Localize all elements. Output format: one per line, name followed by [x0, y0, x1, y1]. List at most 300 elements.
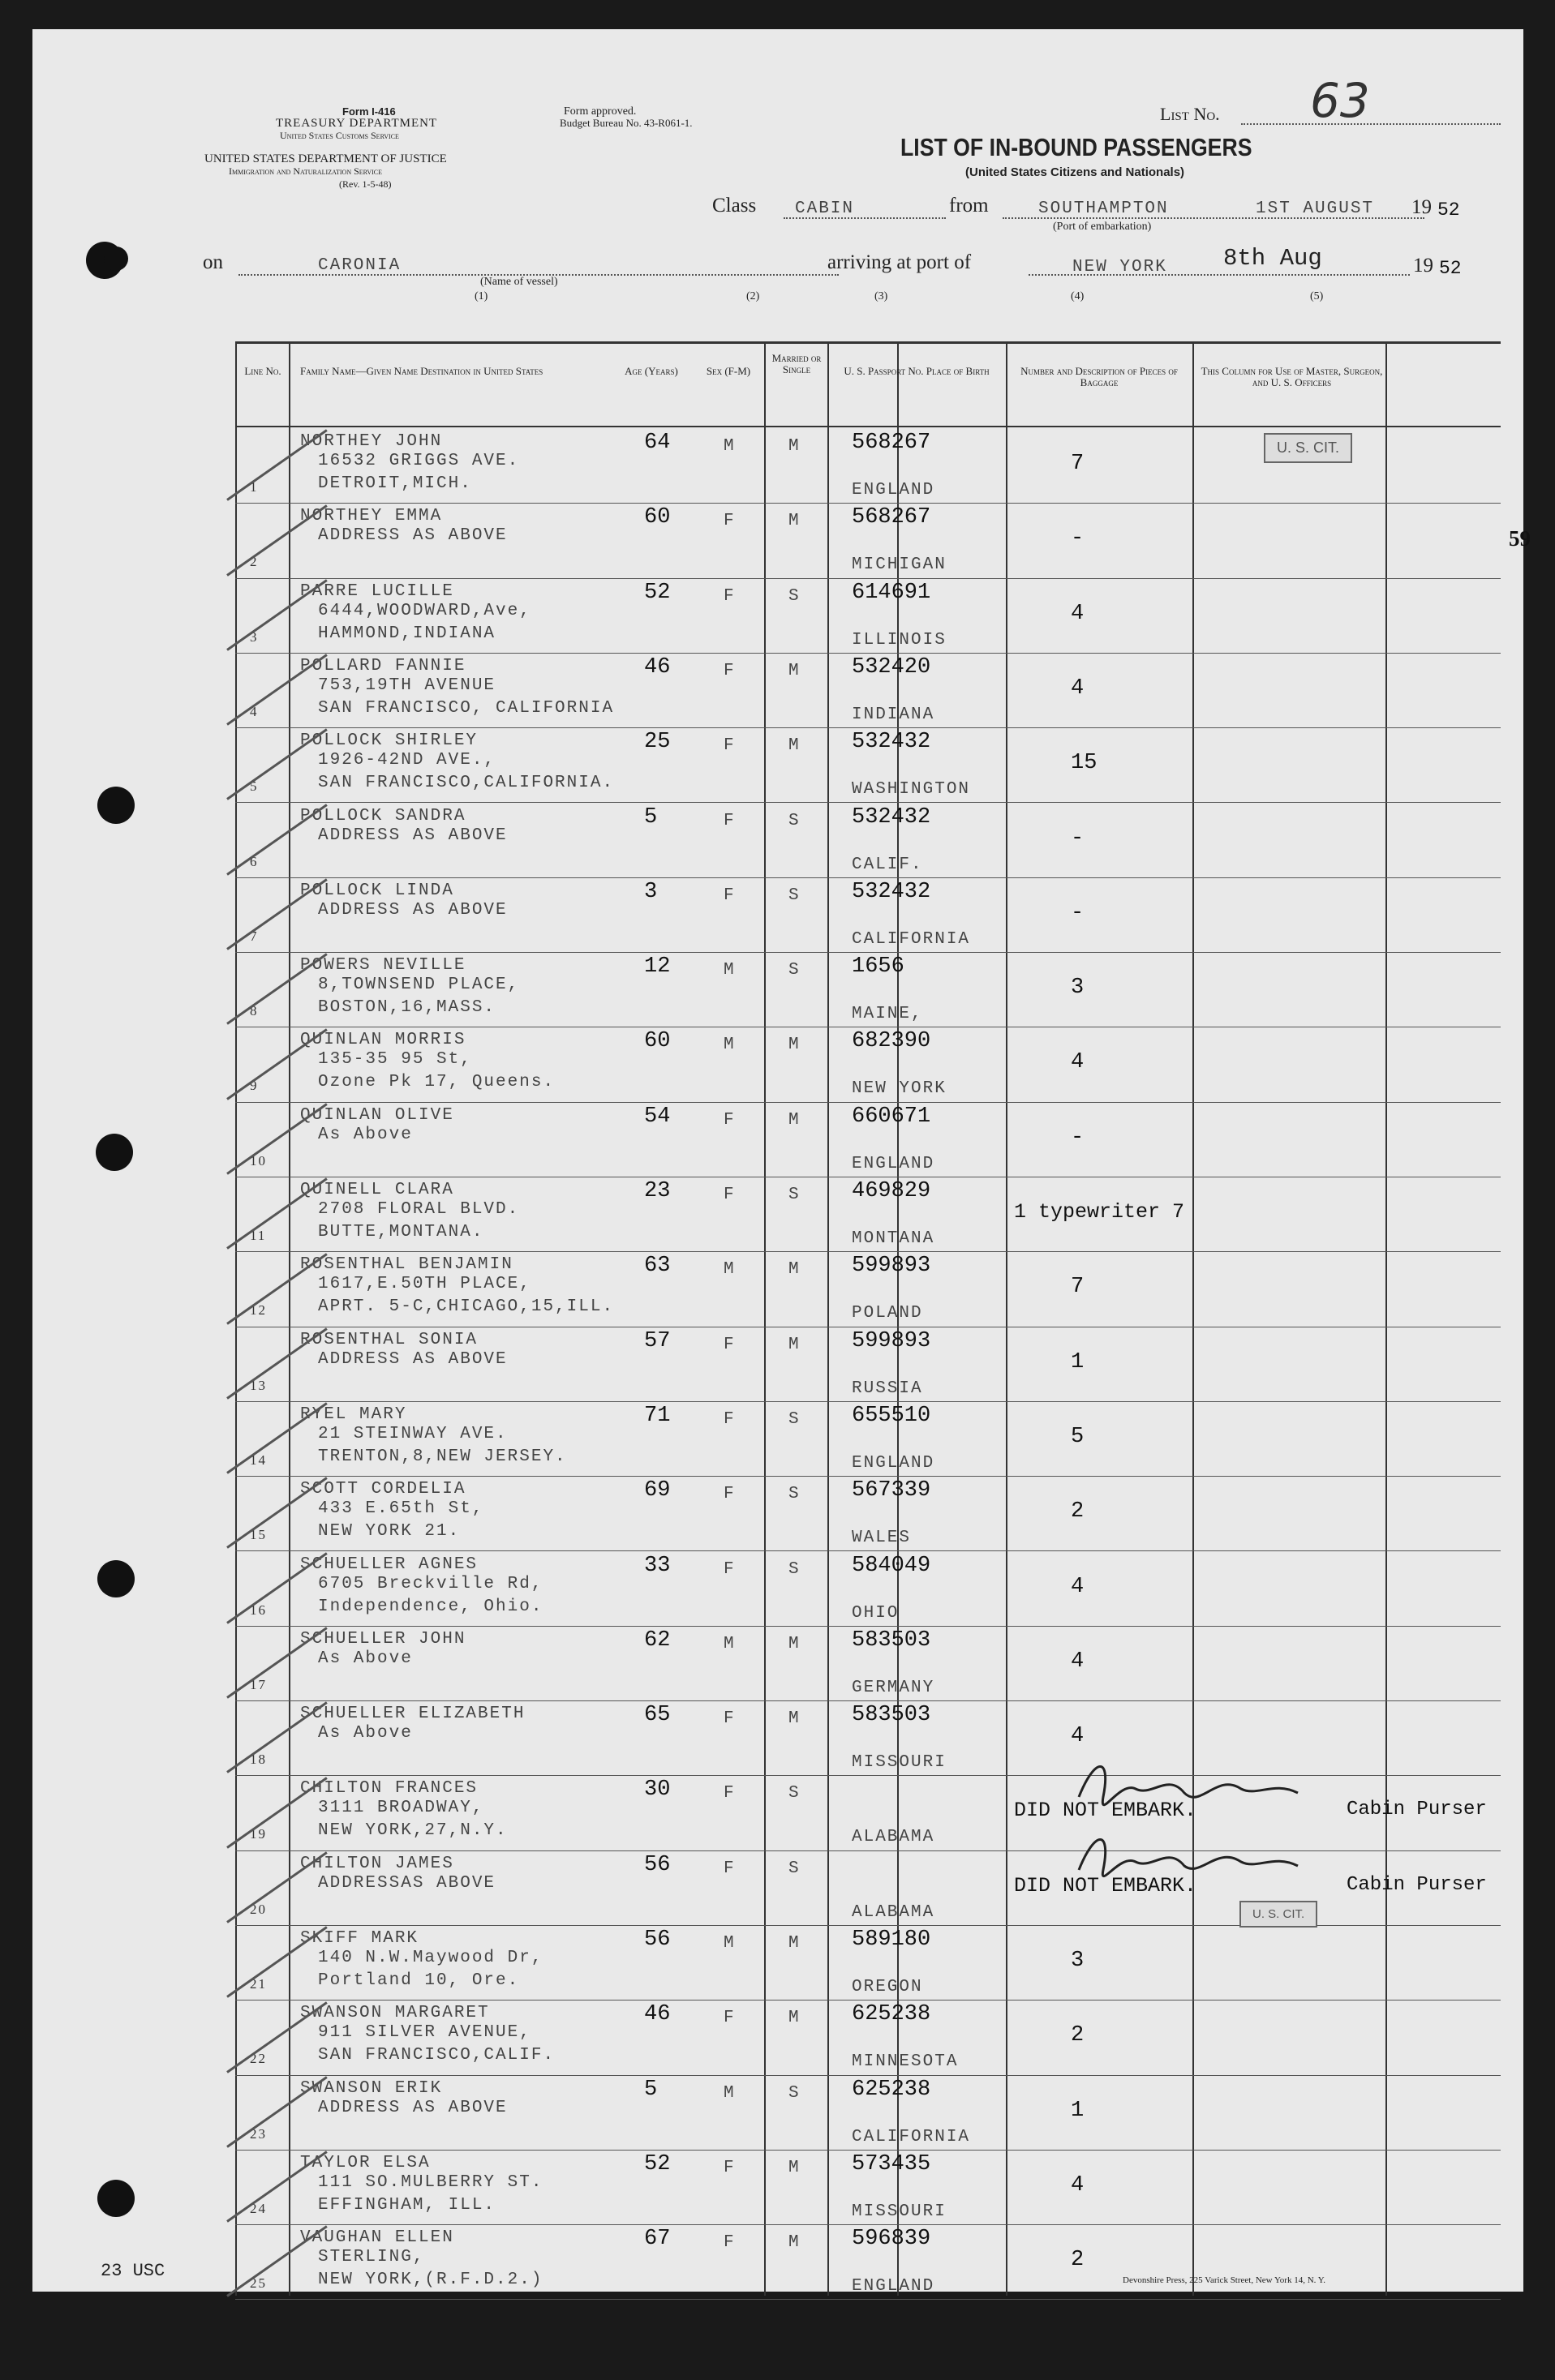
pencil-check-mark	[226, 2226, 328, 2297]
place-of-birth: CALIF.	[852, 855, 923, 874]
place-of-birth: GERMANY	[852, 1678, 935, 1697]
marital-status: S	[788, 886, 801, 905]
baggage-count: 2	[1071, 2023, 1085, 2048]
line-number: 12	[250, 1302, 267, 1319]
pencil-check-mark	[226, 1178, 328, 1250]
place-of-birth: MISSOURI	[852, 2202, 947, 2221]
passenger-sex: M	[724, 1934, 736, 1953]
place-of-birth: ENGLAND	[852, 2277, 935, 2296]
col-num-4: (4)	[1071, 290, 1085, 302]
address-line-2: Ozone Pk 17, Queens.	[318, 1073, 556, 1092]
passenger-sex: F	[724, 1335, 736, 1354]
line-number: 8	[250, 1003, 259, 1019]
marital-status: M	[788, 1709, 801, 1729]
pencil-check-mark	[226, 430, 328, 501]
officer-note: Cabin Purser	[1347, 1873, 1487, 1896]
passenger-name: NORTHEY EMMA	[300, 507, 443, 526]
address-line-1: ADDRESS AS ABOVE	[318, 526, 508, 546]
address-line-1: 6705 Breckville Rd,	[318, 1574, 543, 1593]
marital-status: M	[788, 437, 801, 456]
place-of-birth: ALABAMA	[852, 1828, 935, 1847]
baggage-count: 5	[1071, 1424, 1085, 1449]
baggage-count: 1 typewriter 7	[1014, 1200, 1185, 1224]
table-row	[235, 1926, 1501, 2000]
passenger-name: SKIFF MARK	[300, 1929, 419, 1948]
marital-status: M	[788, 1634, 801, 1653]
arrival-year-value: 52	[1439, 258, 1462, 279]
table-row	[235, 1327, 1501, 1402]
passenger-age: 23	[644, 1179, 671, 1203]
marital-status: S	[788, 586, 801, 606]
officer-note: Cabin Purser	[1347, 1799, 1487, 1821]
marital-status: M	[788, 512, 801, 531]
place-of-birth: MAINE,	[852, 1005, 923, 1024]
table-row	[235, 2151, 1501, 2225]
budget-bureau: Budget Bureau No. 43-R061-1.	[560, 117, 693, 129]
passport-number: 596839	[852, 2227, 931, 2252]
passenger-age: 25	[644, 730, 671, 755]
marital-status: S	[788, 961, 801, 980]
line-number: 13	[250, 1377, 267, 1393]
port-embark-note: (Port of embarkation)	[1053, 221, 1152, 233]
place-of-birth: CALIFORNIA	[852, 929, 971, 949]
document-page	[32, 29, 1531, 2296]
passenger-name: RYEL MARY	[300, 1404, 407, 1424]
address-line-2: EFFINGHAM, ILL.	[318, 2195, 496, 2215]
marital-status: M	[788, 2233, 801, 2253]
marital-status: M	[788, 736, 801, 756]
passport-number: 599893	[852, 1328, 931, 1353]
place-of-birth: OREGON	[852, 1978, 923, 1996]
passenger-name: POLLARD FANNIE	[300, 656, 466, 675]
line-number: 6	[250, 853, 259, 869]
passenger-age: 71	[644, 1403, 671, 1428]
address-line-2: SAN FRANCISCO,CALIFORNIA.	[318, 774, 615, 793]
footer-left: 23 USC	[101, 2261, 165, 2281]
passenger-name: ROSENTHAL SONIA	[300, 1330, 479, 1349]
passport-number: 614691	[852, 580, 931, 605]
table-row	[235, 2076, 1501, 2151]
baggage-count: -	[1071, 825, 1085, 851]
passenger-sex: F	[724, 1186, 736, 1204]
place-of-birth: ENGLAND	[852, 1154, 935, 1173]
row-rule	[235, 2299, 1501, 2300]
place-of-birth: RUSSIA	[852, 1379, 923, 1398]
passenger-age: 5	[644, 2077, 658, 2102]
pencil-check-mark	[226, 729, 328, 800]
address-line-1: ADDRESS AS ABOVE	[318, 900, 508, 920]
passenger-age: 67	[644, 2227, 671, 2252]
passenger-age: 46	[644, 2002, 671, 2027]
table-row	[235, 1402, 1501, 1477]
passenger-name: SWANSON ERIK	[300, 2078, 443, 2098]
passenger-name: POLLOCK LINDA	[300, 881, 454, 900]
pencil-check-mark	[226, 654, 328, 725]
header-married: Married or Single	[771, 352, 822, 375]
passport-number: 1656	[852, 954, 904, 980]
address-line-1: 16532 GRIGGS AVE.	[318, 452, 520, 470]
passenger-name: SWANSON MARGARET	[300, 2004, 490, 2023]
place-of-birth: OHIO	[852, 1603, 900, 1623]
col-num-1: (1)	[475, 290, 488, 302]
passenger-sex: M	[724, 437, 736, 456]
baggage-count: 1	[1071, 1349, 1085, 1374]
table-row	[235, 878, 1501, 953]
line-number: 21	[250, 1976, 267, 1992]
address-line-2: DETROIT,MICH.	[318, 474, 472, 493]
from-year-value: 52	[1437, 199, 1460, 221]
arriving-label: arriving at port of	[827, 251, 972, 273]
pencil-check-mark	[226, 1103, 328, 1174]
pencil-check-mark	[226, 579, 328, 650]
vessel-note: (Name of vessel)	[480, 276, 558, 288]
baggage-count: DID NOT EMBARK.	[1014, 1799, 1197, 1823]
marital-status: S	[788, 1186, 801, 1204]
place-of-birth: MICHIGAN	[852, 555, 947, 575]
address-line-1: 753,19TH AVENUE	[318, 675, 496, 695]
passenger-name: QUINLAN OLIVE	[300, 1105, 454, 1125]
address-line-1: 140 N.W.Maywood Dr,	[318, 1949, 543, 1967]
line-number: 22	[250, 2051, 267, 2067]
passenger-sex: F	[724, 1110, 736, 1130]
header-name: Family Name—Given Name Destination in United States	[300, 365, 543, 377]
passenger-age: 30	[644, 1777, 671, 1803]
marital-status: S	[788, 1409, 801, 1429]
ledger-top-rule	[235, 341, 1501, 344]
passenger-age: 5	[644, 804, 658, 830]
pencil-check-mark	[226, 1927, 328, 1998]
line-number: 4	[250, 703, 259, 719]
marital-status: M	[788, 1335, 801, 1354]
passport-number: 532432	[852, 879, 931, 904]
passenger-age: 3	[644, 879, 658, 904]
address-line-2: SAN FRANCISCO, CALIFORNIA	[318, 698, 615, 718]
table-row	[235, 804, 1501, 878]
passenger-age: 60	[644, 505, 671, 530]
pencil-check-mark	[226, 1253, 328, 1324]
vessel-name: CARONIA	[318, 256, 402, 275]
line-number: 2	[250, 554, 259, 570]
footer-right: Devonshire Press, 225 Varick Street, New York 14, N. Y.	[1123, 2275, 1326, 2285]
passenger-age: 52	[644, 580, 671, 605]
passenger-sex: F	[724, 1709, 736, 1729]
us-citizen-stamp: U. S. CIT.	[1264, 433, 1352, 463]
table-row	[235, 1177, 1501, 1252]
table-row	[235, 1252, 1501, 1327]
baggage-count: 4	[1071, 601, 1085, 626]
address-line-1: 8,TOWNSEND PLACE,	[318, 976, 520, 995]
passenger-sex: F	[724, 1559, 736, 1579]
line-number: 18	[250, 1752, 267, 1768]
marital-status: M	[788, 661, 801, 680]
baggage-count: 2	[1071, 1499, 1085, 1524]
line-number: 3	[250, 628, 259, 645]
binder-hole	[97, 2180, 135, 2217]
passport-number: 573435	[852, 2151, 931, 2176]
pencil-check-mark	[226, 2076, 328, 2147]
passenger-name: SCOTT CORDELIA	[300, 1480, 466, 1499]
marital-status: M	[788, 1110, 801, 1130]
table-row	[235, 579, 1501, 654]
class-value: CABIN	[795, 199, 855, 218]
address-line-1: ADDRESS AS ABOVE	[318, 2098, 508, 2117]
address-line-2: NEW YORK 21.	[318, 1522, 461, 1542]
from-label: from	[949, 195, 989, 217]
line-number: 11	[250, 1228, 267, 1243]
treasury-dept: TREASURY DEPARTMENT	[276, 117, 438, 130]
baggage-count: 2	[1071, 2248, 1085, 2273]
officer-note: 59	[1509, 526, 1531, 551]
us-citizen-stamp: U. S. CIT.	[1239, 1901, 1317, 1928]
passenger-sex: M	[724, 1036, 736, 1055]
baggage-count: 1	[1071, 2098, 1085, 2123]
from-date: 1ST AUGUST	[1256, 199, 1375, 218]
baggage-count: 15	[1071, 751, 1098, 776]
binder-hole	[104, 247, 128, 271]
place-of-birth: MINNESOTA	[852, 2052, 959, 2072]
class-label: Class	[712, 195, 757, 217]
pencil-check-mark	[226, 1552, 328, 1623]
place-of-birth: ENGLAND	[852, 481, 935, 500]
passenger-name: CHILTON FRANCES	[300, 1779, 479, 1799]
pencil-check-mark	[226, 2001, 328, 2073]
table-row	[235, 953, 1501, 1027]
passenger-sex: F	[724, 811, 736, 830]
place-of-birth: POLAND	[852, 1304, 923, 1323]
baggage-count: 4	[1071, 1050, 1085, 1075]
address-line-1: STERLING,	[318, 2248, 425, 2267]
passenger-sex: F	[724, 2158, 736, 2177]
header-age: Age (Years)	[625, 365, 678, 377]
form-revision: (Rev. 1-5-48)	[339, 178, 392, 190]
address-line-1: 911 SILVER AVENUE,	[318, 2023, 531, 2043]
place-of-birth: WASHINGTON	[852, 780, 971, 800]
list-no-line	[1241, 123, 1501, 125]
address-line-1: 135-35 95 St,	[318, 1050, 472, 1070]
passenger-name: POWERS NEVILLE	[300, 956, 466, 976]
table-row	[235, 1103, 1501, 1177]
address-line-1: 6444,WOODWARD,Ave,	[318, 601, 531, 620]
passenger-sex: F	[724, 661, 736, 680]
purser-signature	[1063, 1748, 1330, 1894]
col-num-5: (5)	[1310, 290, 1324, 302]
address-line-1: 2708 FLORAL BLVD.	[318, 1200, 520, 1219]
passenger-name: POLLOCK SANDRA	[300, 806, 466, 825]
baggage-count: 3	[1071, 976, 1085, 1001]
passenger-age: 54	[644, 1104, 671, 1129]
passenger-sex: F	[724, 2009, 736, 2028]
baggage-count: 7	[1071, 1275, 1085, 1300]
line-number: 25	[250, 2275, 267, 2292]
pencil-check-mark	[226, 1327, 328, 1399]
passenger-sex: F	[724, 1859, 736, 1878]
place-of-birth: CALIFORNIA	[852, 2127, 971, 2146]
pencil-check-mark	[226, 1851, 328, 1923]
marital-status: S	[788, 811, 801, 830]
passport-number: 583503	[852, 1627, 931, 1653]
passenger-sex: F	[724, 1485, 736, 1504]
passport-number: 567339	[852, 1478, 931, 1503]
passport-number: 568267	[852, 431, 931, 455]
address-line-1: ADDRESSAS ABOVE	[318, 1873, 496, 1893]
passenger-name: NORTHEY JOHN	[300, 432, 443, 451]
passport-number: 469829	[852, 1179, 931, 1203]
pencil-check-mark	[226, 804, 328, 875]
list-no-value: 63	[1310, 73, 1370, 128]
customs-service: United States Customs Service	[280, 130, 399, 141]
marital-status: M	[788, 1260, 801, 1280]
line-number: 16	[250, 1602, 267, 1618]
passport-number: 532432	[852, 804, 931, 830]
baggage-count: 3	[1071, 1949, 1085, 1973]
col-num-3: (3)	[874, 290, 888, 302]
passport-number: 682390	[852, 1029, 931, 1054]
passenger-age: 56	[644, 1928, 671, 1952]
baggage-count: 4	[1071, 2172, 1085, 2198]
passenger-age: 60	[644, 1029, 671, 1054]
pencil-check-mark	[226, 878, 328, 950]
line-number: 15	[250, 1527, 267, 1543]
line-number: 17	[250, 1676, 267, 1692]
col-num-2: (2)	[746, 290, 760, 302]
passenger-sex: M	[724, 2083, 736, 2103]
baggage-count: DID NOT EMBARK.	[1014, 1873, 1197, 1898]
passenger-sex: M	[724, 961, 736, 980]
passenger-name: POLLOCK SHIRLEY	[300, 731, 479, 751]
passenger-sex: F	[724, 1784, 736, 1803]
marital-status: M	[788, 2009, 801, 2028]
baggage-count: 4	[1071, 1649, 1085, 1674]
passenger-ledger	[235, 341, 1531, 2296]
passenger-age: 12	[644, 954, 671, 980]
place-of-birth: NEW YORK	[852, 1079, 947, 1099]
passenger-sex: M	[724, 1260, 736, 1280]
page-title: LIST OF IN-BOUND PASSENGERS	[900, 133, 1252, 161]
address-line-2: Independence, Ohio.	[318, 1597, 543, 1616]
baggage-count: -	[1071, 526, 1085, 551]
marital-status: M	[788, 1036, 801, 1055]
address-line-2: BUTTE,MONTANA.	[318, 1223, 484, 1241]
marital-status: M	[788, 1934, 801, 1953]
line-number: 19	[250, 1826, 267, 1842]
address-line-1: ADDRESS AS ABOVE	[318, 825, 508, 845]
passenger-age: 57	[644, 1328, 671, 1353]
place-of-birth: ILLINOIS	[852, 630, 947, 650]
baggage-count: 7	[1071, 452, 1085, 476]
passenger-sex: F	[724, 1409, 736, 1429]
justice-dept: UNITED STATES DEPARTMENT OF JUSTICE	[204, 152, 447, 165]
address-line-2: NEW YORK,(R.F.D.2.)	[318, 2271, 543, 2290]
pencil-check-mark	[226, 1028, 328, 1100]
binder-hole	[96, 1134, 133, 1171]
from-year-prefix: 19	[1411, 196, 1432, 218]
from-value: SOUTHAMPTON	[1038, 199, 1169, 218]
table-row	[235, 728, 1501, 803]
address-line-1: ADDRESS AS ABOVE	[318, 1349, 508, 1369]
passenger-age: 46	[644, 654, 671, 680]
table-row	[235, 1552, 1501, 1627]
ins-service: Immigration and Naturalization Service	[229, 165, 383, 177]
marital-status: S	[788, 1859, 801, 1878]
passenger-age: 56	[644, 1852, 671, 1877]
passenger-sex: F	[724, 2233, 736, 2253]
passport-number: 660671	[852, 1104, 931, 1129]
table-row	[235, 654, 1501, 728]
passenger-age: 52	[644, 2151, 671, 2176]
address-line-2: Portland 10, Ore.	[318, 1971, 520, 1990]
line-number: 24	[250, 2200, 267, 2216]
address-line-2: BOSTON,16,MASS.	[318, 998, 496, 1018]
passenger-sex: M	[724, 1634, 736, 1653]
marital-status: S	[788, 1485, 801, 1504]
arrival-port: NEW YORK	[1072, 258, 1167, 277]
pencil-check-mark	[226, 504, 328, 576]
address-line-1: 21 STEINWAY AVE.	[318, 1424, 508, 1443]
address-line-2: NEW YORK,27,N.Y.	[318, 1821, 508, 1841]
address-line-2: APRT. 5-C,CHICAGO,15,ILL.	[318, 1297, 615, 1317]
passport-number: 532432	[852, 730, 931, 755]
passport-number: 625238	[852, 2002, 931, 2027]
form-approved: Form approved.	[564, 105, 637, 118]
address-line-1: 1926-42ND AVE.,	[318, 751, 496, 770]
line-number: 9	[250, 1078, 259, 1094]
binder-hole	[97, 787, 135, 824]
passenger-age: 69	[644, 1478, 671, 1503]
passenger-age: 63	[644, 1254, 671, 1279]
line-number: 23	[250, 2125, 267, 2142]
line-number: 10	[250, 1152, 267, 1169]
passenger-name: PARRE LUCILLE	[300, 581, 454, 601]
arrival-date: 8th Aug	[1223, 245, 1322, 272]
table-row	[235, 2000, 1501, 2075]
passenger-age: 33	[644, 1553, 671, 1578]
page-subtitle: (United States Citizens and Nationals)	[965, 165, 1185, 179]
pencil-check-mark	[226, 1702, 328, 1773]
table-row	[235, 504, 1531, 578]
passenger-sex: F	[724, 512, 736, 531]
baggage-count: 4	[1071, 1574, 1085, 1599]
address-line-1: 433 E.65th St,	[318, 1499, 484, 1519]
passport-number: 655510	[852, 1403, 931, 1428]
baggage-count: -	[1071, 900, 1085, 925]
line-number: 1	[250, 479, 259, 495]
line-number: 5	[250, 778, 259, 795]
passenger-sex: F	[724, 736, 736, 756]
line-number: 7	[250, 928, 259, 944]
header-sex: Sex (F-M)	[706, 365, 751, 377]
passenger-age: 64	[644, 431, 671, 455]
address-line-1: 111 SO.MULBERRY ST.	[318, 2172, 543, 2192]
passenger-sex: F	[724, 886, 736, 905]
line-number: 14	[250, 1452, 267, 1468]
pencil-check-mark	[226, 954, 328, 1025]
list-no-label: List No.	[1160, 104, 1220, 124]
baggage-count: 4	[1071, 675, 1085, 701]
passport-number: 583503	[852, 1703, 931, 1728]
table-row	[235, 2225, 1501, 2300]
ledger-header-rule	[235, 426, 1501, 427]
passenger-name: VAUGHAN ELLEN	[300, 2228, 454, 2248]
header-officers: This Column for Use of Master, Surgeon, and U. S. Officers	[1201, 365, 1383, 388]
passenger-name: SCHUELLER ELIZABETH	[300, 1705, 526, 1724]
header-baggage: Number and Description of Pieces of Baggage	[1020, 365, 1178, 388]
passenger-name: TAYLOR ELSA	[300, 2153, 431, 2172]
table-row	[235, 1627, 1501, 1701]
passenger-name: CHILTON JAMES	[300, 1854, 454, 1873]
passenger-name: QUINLAN MORRIS	[300, 1031, 466, 1050]
pencil-check-mark	[226, 1777, 328, 1848]
passport-number: 584049	[852, 1553, 931, 1578]
